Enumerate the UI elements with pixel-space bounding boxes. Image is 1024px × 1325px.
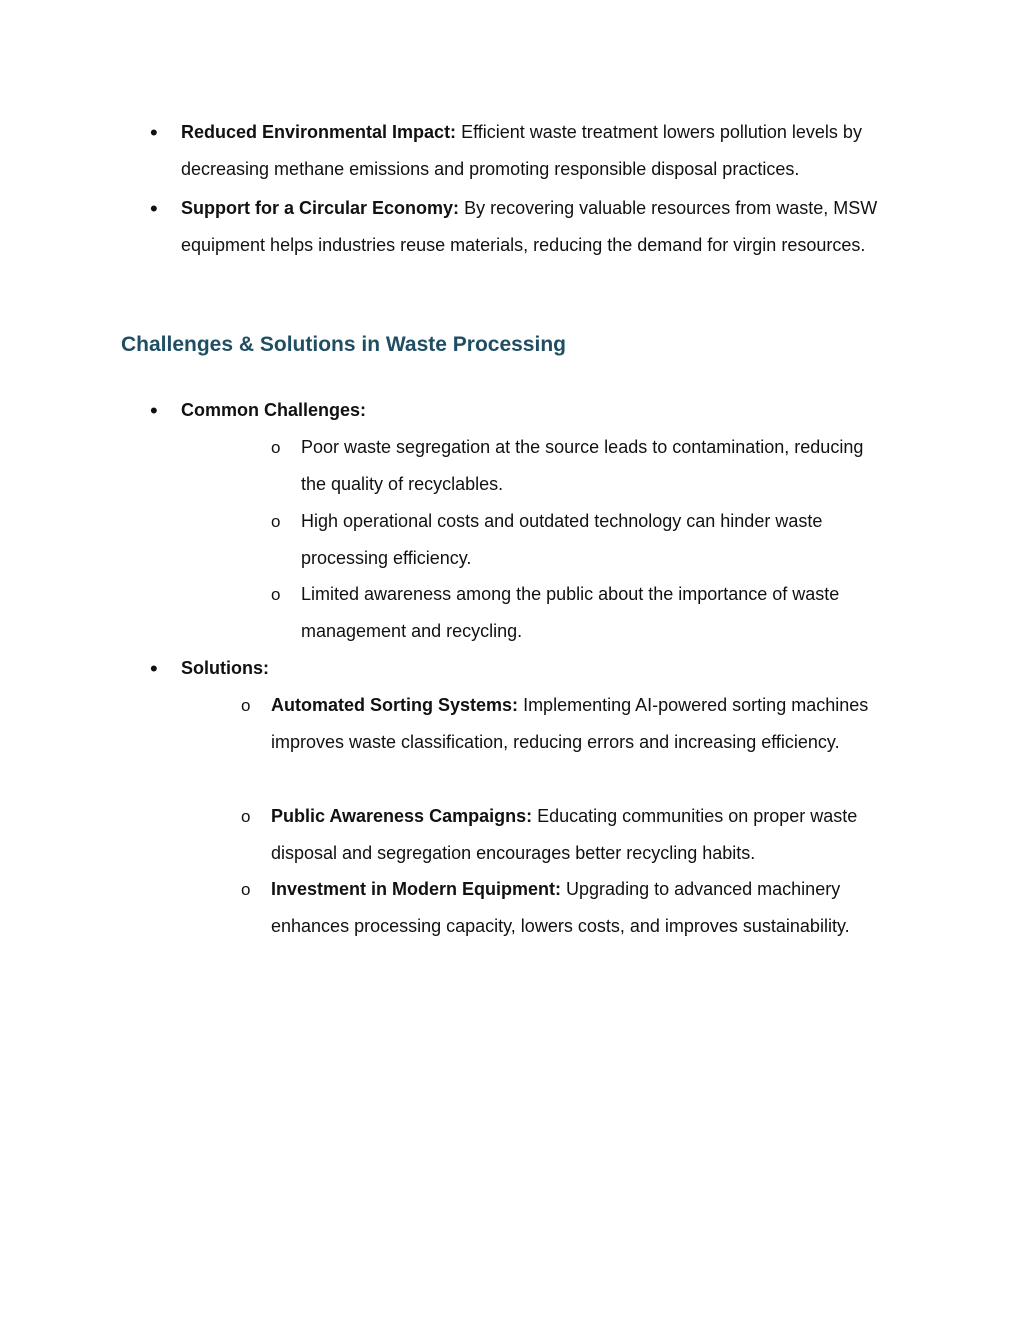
challenge-item [301, 503, 886, 577]
item-label: Public Awareness Campaigns: [271, 806, 533, 826]
bullet-dot: • [150, 120, 158, 145]
bullet-dot: • [150, 196, 158, 221]
item-text: Poor waste segregation at the source leads to contamination, reducing the quality of recyclables. [301, 437, 864, 494]
item-text: High operational costs and outdated technology can hinder waste processing efficiency. [301, 511, 823, 568]
list-item-solutions [181, 650, 781, 687]
item-text: Implementing AI-powered sorting machines improves waste classification, reducing errors and increasing efficiency. [271, 695, 869, 752]
item-text: Limited awareness among the public about the importance of waste management and recycling. [301, 584, 840, 641]
bullet-circle: o [241, 696, 251, 715]
bullet-circle: o [271, 512, 281, 531]
bullet-circle: o [241, 880, 251, 899]
solution-item-modern-equipment [271, 871, 896, 945]
challenge-item [301, 429, 866, 503]
list-item-circular-economy [181, 190, 906, 264]
bullet-circle: o [241, 807, 251, 826]
solution-item-automated-sorting [271, 687, 896, 761]
challenge-item [301, 576, 901, 650]
list-item-reduced-environmental-impact [181, 114, 906, 188]
item-text: By recovering valuable resources from waste, MSW equipment helps industries reuse materials, reducing the demand for virgin resources. [181, 198, 878, 255]
item-label: Solutions: [181, 658, 269, 678]
item-text: Upgrading to advanced machinery enhances processing capacity, lowers costs, and improves sustainability. [271, 879, 850, 936]
bullet-dot: • [150, 398, 158, 423]
list-item-common-challenges [181, 392, 781, 429]
item-label: Reduced Environmental Impact: [181, 122, 457, 142]
item-label: Investment in Modern Equipment: [271, 879, 562, 899]
section-heading: Challenges & Solutions in Waste Processing [121, 333, 566, 356]
item-text: Efficient waste treatment lowers pollution levels by decreasing methane emissions and promoting responsible disposal practices. [181, 122, 862, 179]
solution-item-public-awareness [271, 798, 911, 872]
item-label: Common Challenges: [181, 400, 367, 420]
item-label: Support for a Circular Economy: [181, 198, 460, 218]
bullet-dot: • [150, 656, 158, 681]
bullet-circle: o [271, 438, 281, 457]
item-label: Automated Sorting Systems: [271, 695, 519, 715]
bullet-circle: o [271, 585, 281, 604]
item-text: Educating communities on proper waste disposal and segregation encourages better recycling habits. [271, 806, 858, 863]
